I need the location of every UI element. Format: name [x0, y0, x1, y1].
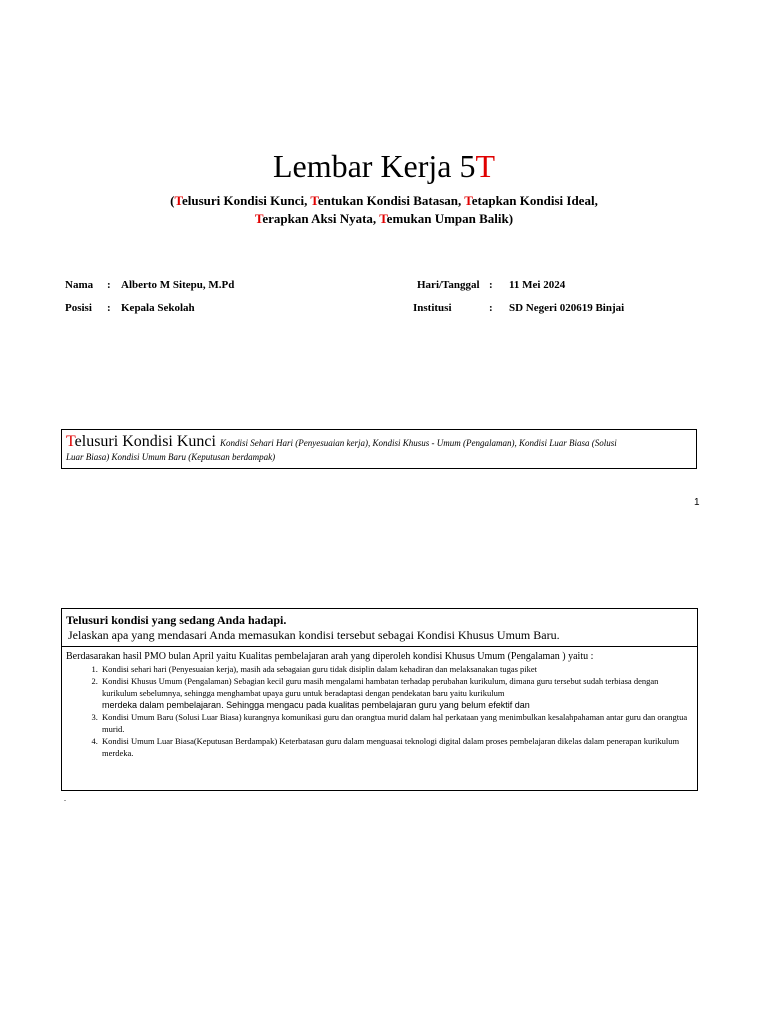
subtitle-segment: entukan Kondisi Batasan,: [317, 193, 465, 208]
footer-mark: .: [64, 794, 66, 803]
answer-list-item: [100, 711, 693, 735]
subtitle-segment: T: [310, 193, 318, 208]
section-description-line-2: Luar Biasa) Kondisi Umum Baru (Keputusan berdampak): [66, 452, 276, 462]
answer-list-item-text: Kondisi sehari hari (Penyesuaian kerja), masih ada sebagaian guru tidak disiplin dalam kehadiran dan melaksanakan tugas piket: [102, 664, 538, 674]
subtitle-line-1: [0, 192, 768, 210]
posisi-value: Kepala Sekolah: [121, 302, 195, 314]
tanggal-value: 11 Mei 2024: [509, 279, 566, 291]
subtitle-segment: T: [379, 211, 387, 226]
subtitle-segment: etapkan Kondisi Ideal,: [471, 193, 598, 208]
page-subtitle: [0, 192, 768, 228]
tanggal-separator: :: [489, 279, 493, 291]
answer-list-item: [100, 675, 693, 711]
institusi-label: Institusi: [413, 302, 452, 314]
subtitle-line-2: [0, 210, 768, 228]
section-description: Kondisi Sehari Hari (Penyesuaian kerja), Kondisi Khusus - Umum (Pengalaman), Kondisi Luar Biasa (Solusi: [219, 438, 617, 448]
institusi-value: SD Negeri 020619 Binjai: [509, 302, 625, 314]
subtitle-segment: emukan Umpan Balik): [386, 211, 514, 226]
page-number: 1: [694, 497, 700, 508]
institusi-separator: :: [489, 302, 493, 314]
answer-list-item: [100, 735, 693, 759]
answer-body: [62, 647, 697, 763]
question-text: Jelaskan apa yang mendasari Anda memasukan kondisi tersebut sebagai Kondisi Khusus Umum Baru.: [68, 628, 560, 642]
answer-list-item: [100, 663, 693, 675]
question-title: Telusuri kondisi yang sedang Anda hadapi.: [66, 613, 287, 627]
nama-separator: :: [107, 279, 111, 291]
subtitle-segment: T: [174, 193, 182, 208]
answer-list-item-text: Kondisi Khusus Umum (Pengalaman) Sebagian kecil guru masih mengalami hambatan terhadap perubahan kurikulum, dimana guru tersebut sudah terbiasa dengan kurikulum sebelumnya, sehingga menghambat upaya guru untuk beradaptasi dengan pendekatan baru yaitu kurikulum: [102, 676, 659, 698]
nama-label: Nama: [65, 279, 94, 291]
page-title: Lembar Kerja 5T: [272, 148, 496, 184]
subtitle-segment: erapkan Aksi Nyata,: [262, 211, 380, 226]
telusuri-kondisi-kunci-box: [61, 429, 697, 469]
answer-list-item-extra: merdeka dalam pembelajaran. Sehingga mengacu pada kualitas pembelajaran guru yang belum efektif dan: [102, 700, 530, 710]
subtitle-segment: elusuri Kondisi Kunci,: [181, 193, 311, 208]
nama-value: Alberto M Sitepu, M.Pd: [121, 279, 235, 291]
subtitle-segment: (: [170, 193, 175, 208]
section-heading: Telusuri Kondisi Kunci: [66, 433, 216, 450]
answer-list: [66, 663, 693, 759]
answer-list-item-text: Kondisi Umum Luar Biasa(Keputusan Berdampak) Keterbatasan guru dalam menguasai teknologi digital dalam proses pembelajaran dikelas dalam penerapan kurikulum merdeka.: [102, 736, 680, 758]
title-accent: T: [475, 148, 496, 184]
answer-intro: Berdasarakan hasil PMO bulan April yaitu Kualitas pembelajaran arah yang diperoleh kondisi Khusus Umum (Pengalaman ) yaitu :: [66, 651, 594, 662]
subtitle-segment: T: [254, 211, 263, 226]
subtitle-segment: T: [464, 193, 472, 208]
posisi-separator: :: [107, 302, 111, 314]
tanggal-label: Hari/Tanggal: [417, 279, 480, 291]
answer-list-item-text: Kondisi Umum Baru (Solusi Luar Biasa) kurangnya komunikasi guru dan orangtua murid dalam hal perkataan yang menimbulkan kesalahpahaman antar guru dan orangtua murid.: [102, 712, 688, 734]
question-answer-box: [61, 608, 698, 791]
posisi-label: Posisi: [65, 302, 92, 314]
question-header: [62, 609, 697, 647]
